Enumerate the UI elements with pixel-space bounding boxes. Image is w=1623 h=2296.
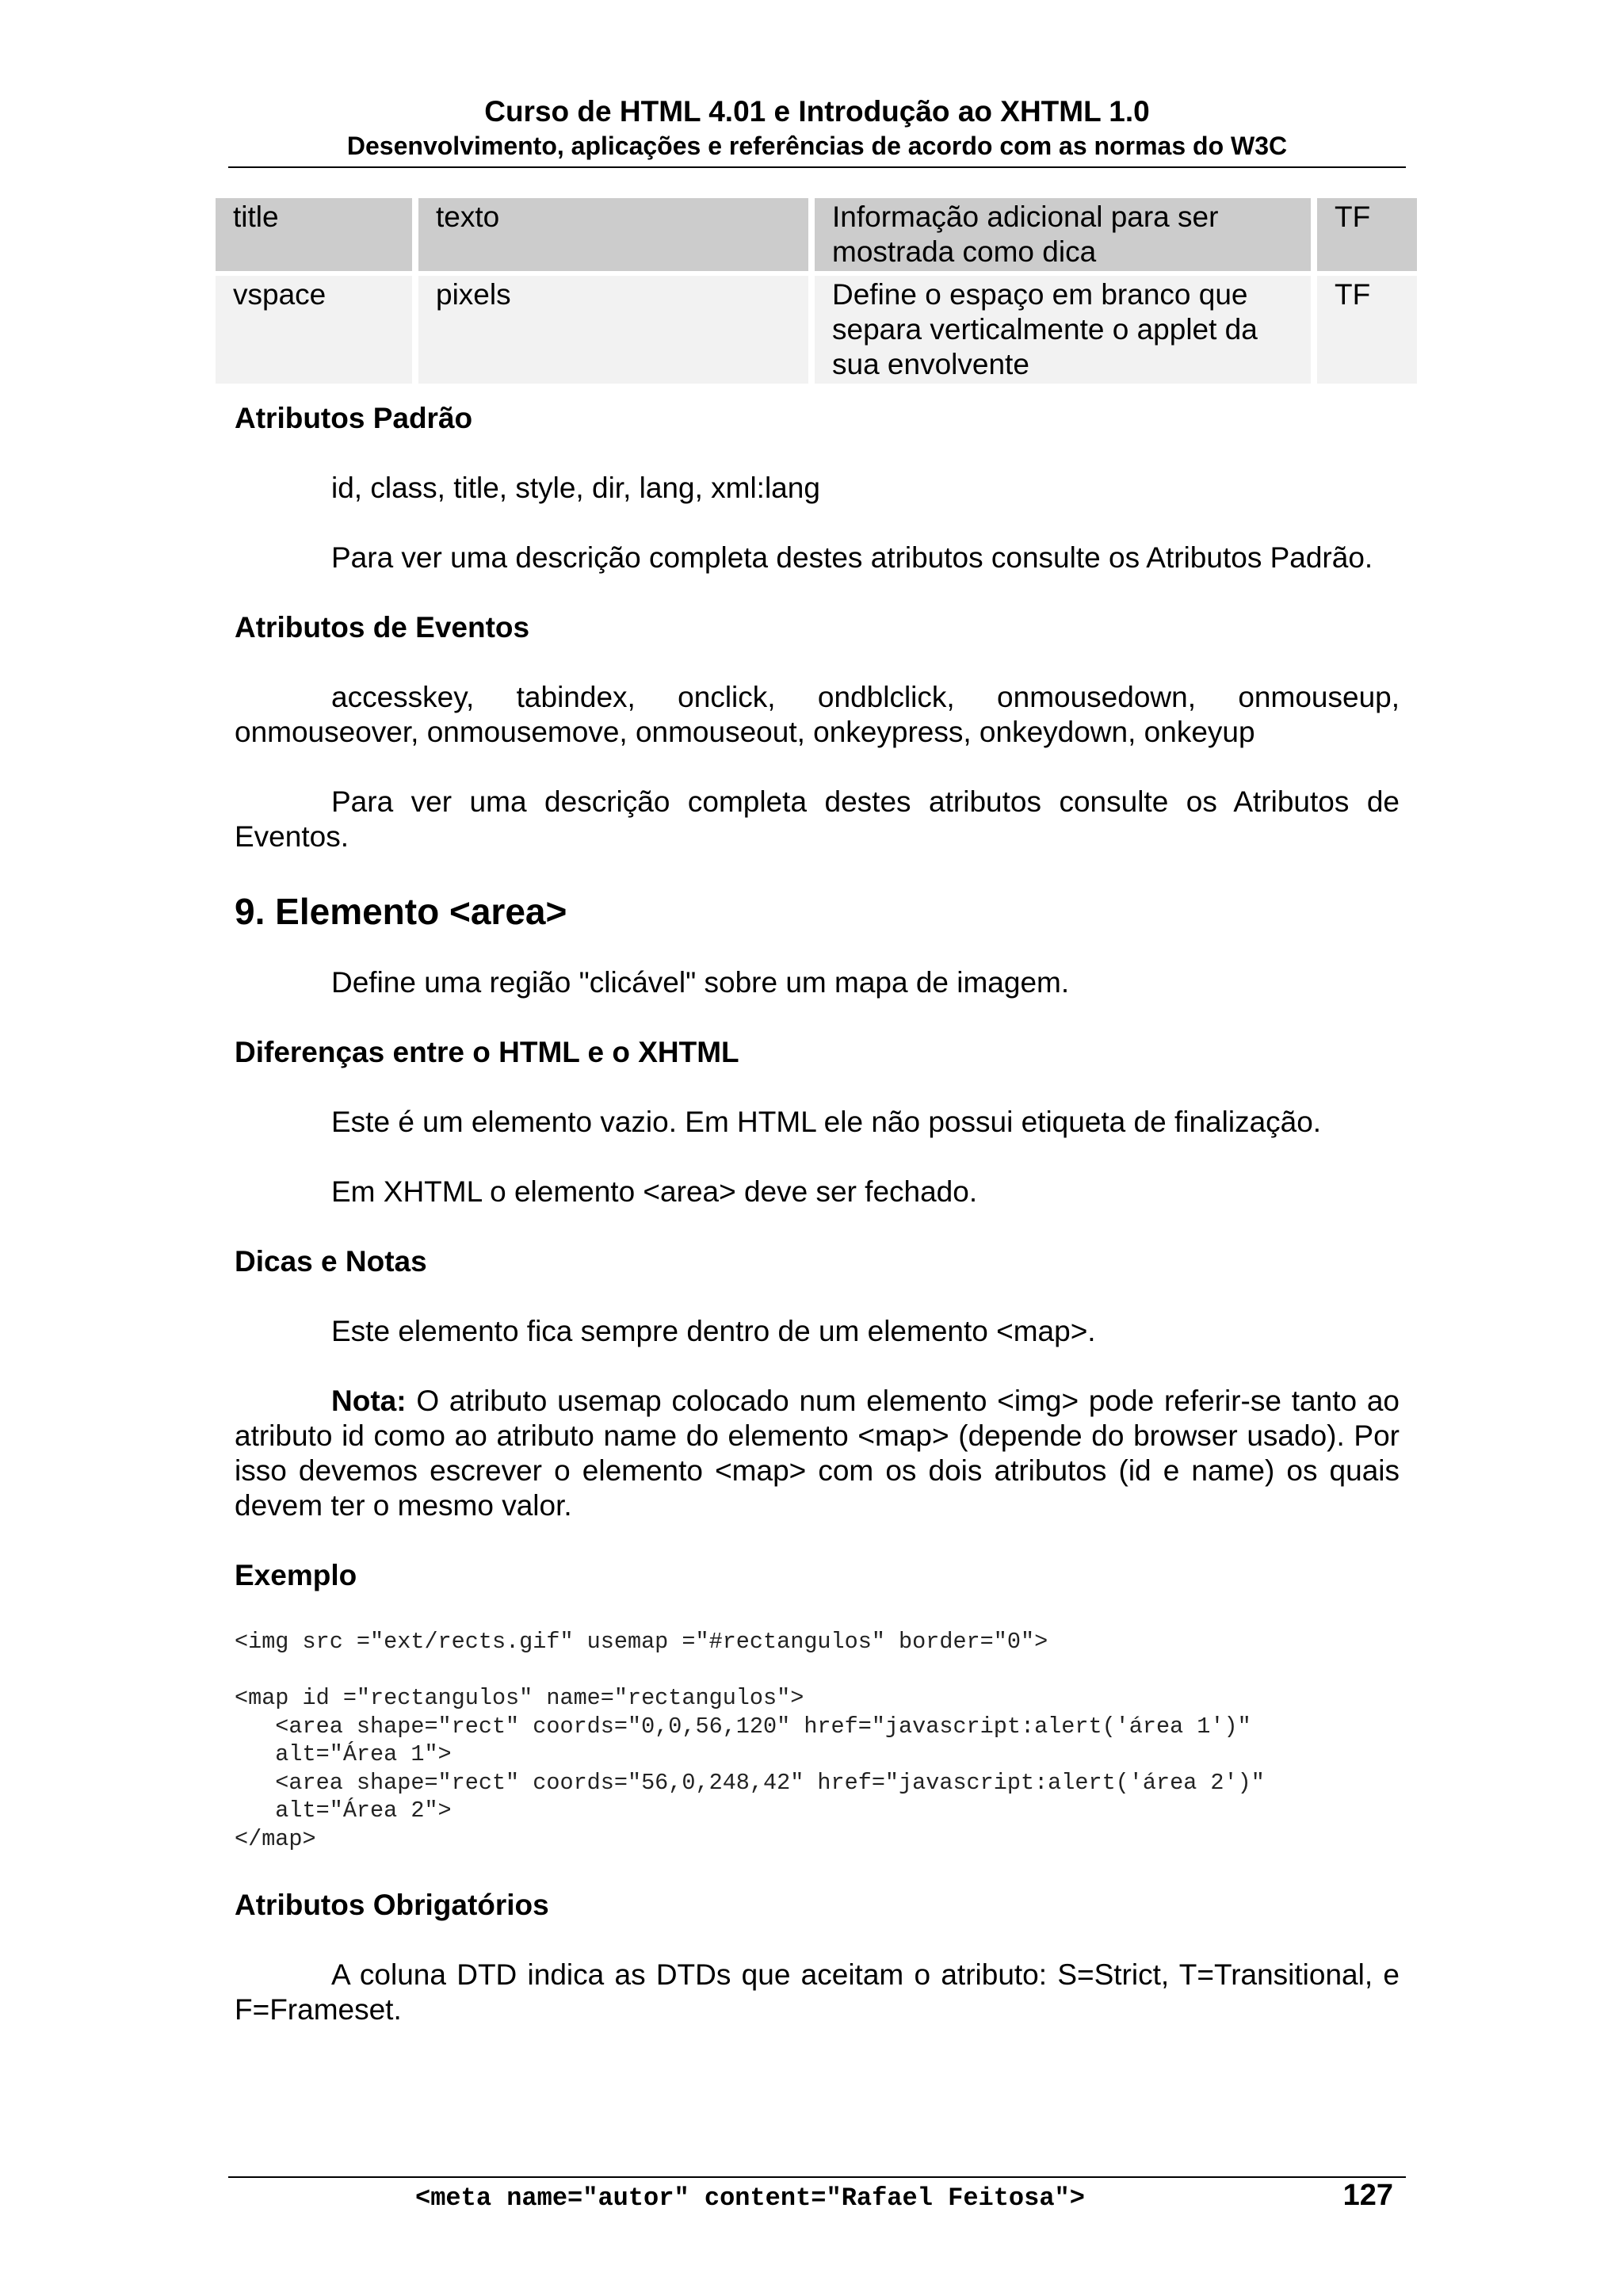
attr-value-cell: texto xyxy=(418,198,808,271)
attr-description-cell: Informação adicional para ser mostrada como dica xyxy=(815,198,1311,271)
footer-meta-tag: <meta name="autor" content="Rafael Feitosa"> xyxy=(415,2183,1085,2213)
standard-attributes-heading: Atributos Padrão xyxy=(235,402,473,434)
attr-dtd-cell: TF xyxy=(1317,198,1417,271)
attr-value-cell: pixels xyxy=(418,276,808,384)
attr-name-cell: vspace xyxy=(216,276,412,384)
required-attributes-paragraph: A coluna DTD indica as DTDs que aceitam o atributo: S=Strict, T=Transitional, e F=Frameset. xyxy=(235,1958,1400,2026)
table-row xyxy=(216,276,1417,384)
table-row xyxy=(216,198,1417,271)
section-title: 9. Elemento <area> xyxy=(235,891,567,932)
tips-heading: Dicas e Notas xyxy=(235,1245,427,1278)
tips-note xyxy=(235,1384,1400,1523)
page-number: 127 xyxy=(1342,2179,1393,2212)
main-content xyxy=(235,401,1400,2062)
attr-dtd-cell: TF xyxy=(1317,276,1417,384)
required-attributes-heading: Atributos Obrigatórios xyxy=(235,1889,549,1921)
standard-attributes-list: id, class, title, style, dir, lang, xml:lang xyxy=(331,472,820,504)
attr-description-cell: Define o espaço em branco que separa verticalmente o applet da sua envolvente xyxy=(815,276,1311,384)
header-divider xyxy=(228,166,1406,168)
event-attributes-note: Para ver uma descrição completa destes atributos consulte os Atributos de Eventos. xyxy=(235,785,1400,853)
attributes-table xyxy=(209,193,1423,388)
event-attributes-list: accesskey, tabindex, onclick, ondblclick, onmousedown, onmouseup, onmouseover, onmousemove, onmouseout, onkeypress, onkeydown, onkeyup xyxy=(235,681,1400,748)
header-title: Curso de HTML 4.01 e Introdução ao XHTML 1.0 xyxy=(484,95,1150,128)
example-heading: Exemplo xyxy=(235,1559,357,1591)
note-text: O atributo usemap colocado num elemento <img> pode referir-se tanto ao atributo id como ao atributo name do elemento <map> (depende do browser usado). Por isso devemos escrever o elemento <map> com os dois atributos (id e name) os quais devem ter o mesmo valor. xyxy=(235,1385,1400,1522)
attr-name-cell: title xyxy=(216,198,412,271)
differences-heading: Diferenças entre o HTML e o XHTML xyxy=(235,1036,739,1068)
event-attributes-heading: Atributos de Eventos xyxy=(235,611,530,644)
differences-paragraph-2: Em XHTML o elemento <area> deve ser fechado. xyxy=(331,1175,978,1208)
standard-attributes-note: Para ver uma descrição completa destes atributos consulte os Atributos Padrão. xyxy=(331,541,1373,574)
footer-divider xyxy=(228,2176,1406,2178)
note-label: Nota: xyxy=(331,1385,407,1417)
tips-paragraph-1: Este elemento fica sempre dentro de um elemento <map>. xyxy=(331,1315,1096,1347)
page-header xyxy=(228,94,1406,162)
differences-paragraph-1: Este é um elemento vazio. Em HTML ele não possui etiqueta de finalização. xyxy=(331,1106,1322,1138)
example-code-block: <img src ="ext/rects.gif" usemap ="#rectangulos" border="0"> <map id ="rectangulos" name="rectangulos"> <area shape="rect" coords="0,0,56,120" href="javascript:alert('área 1')" alt="Área 1"> <area shape="rect" coords="56,0,248,42" href="javascript:alert('área 2')" alt="Área 2"> </map> xyxy=(235,1629,1265,1852)
section-intro: Define uma região "clicável" sobre um mapa de imagem. xyxy=(331,966,1070,999)
header-subtitle: Desenvolvimento, aplicações e referências de acordo com as normas do W3C xyxy=(346,132,1288,160)
